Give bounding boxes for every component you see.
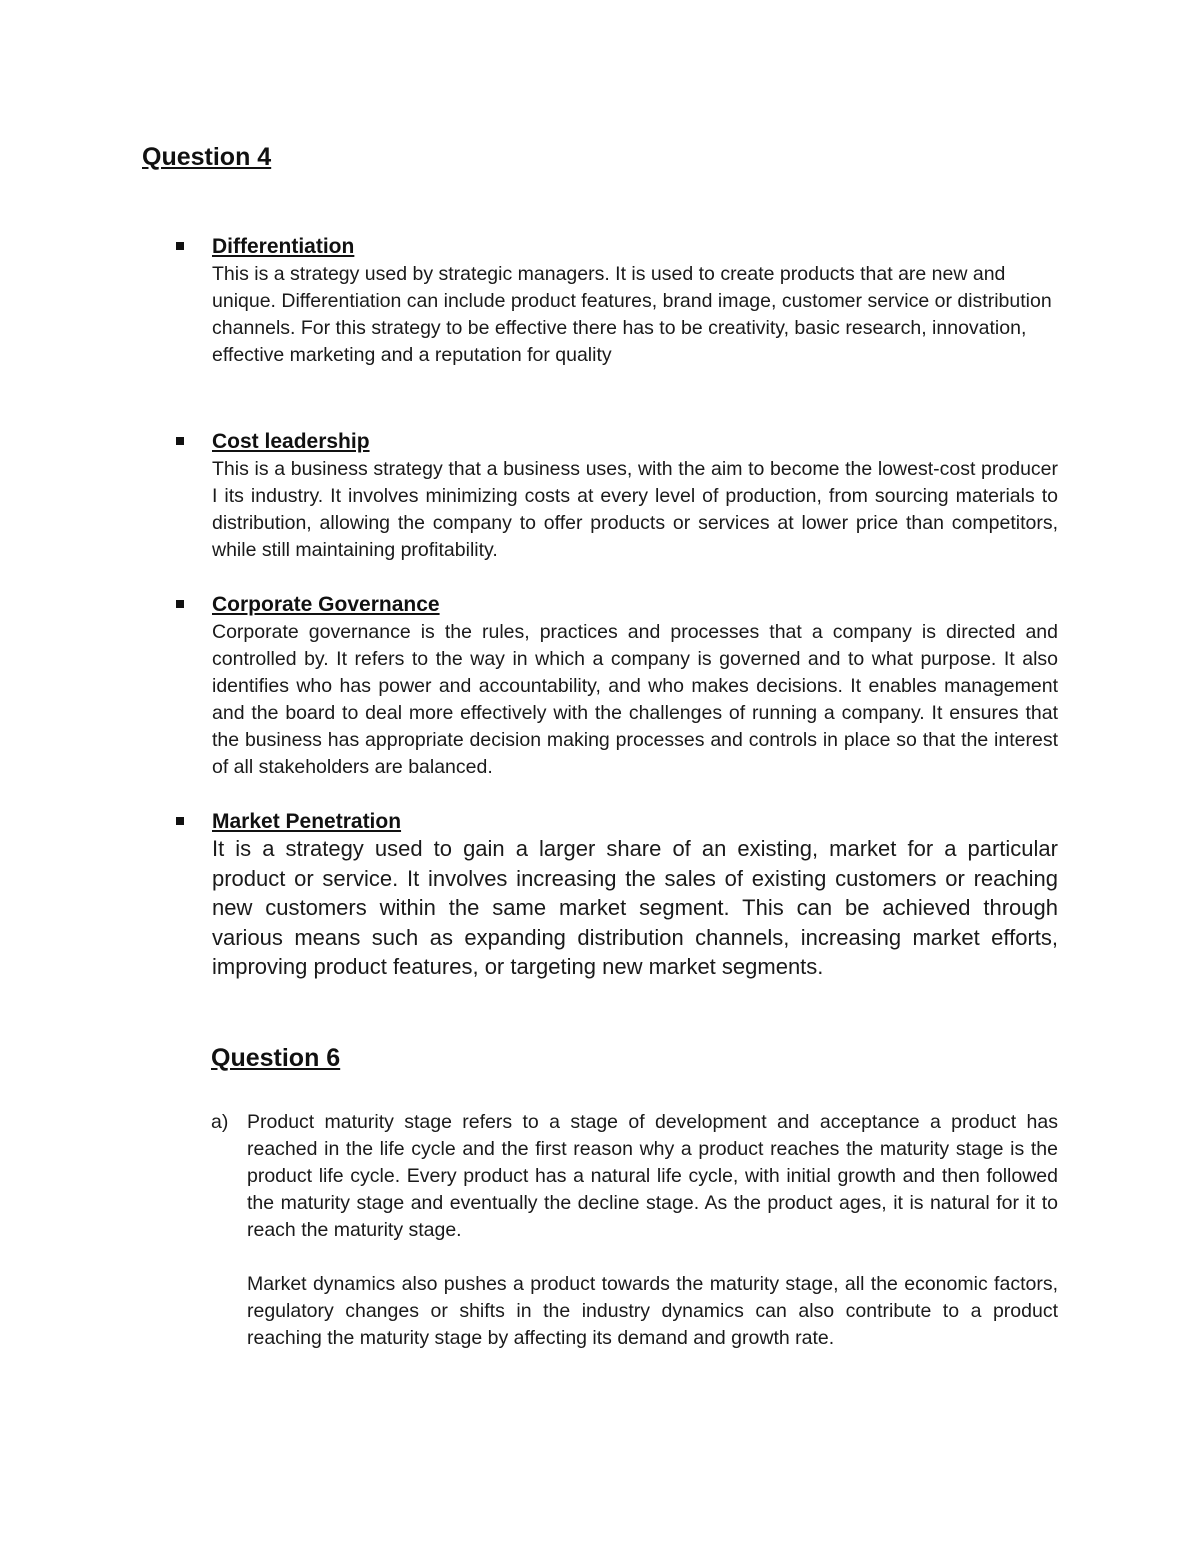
part-a-paragraph-1: Product maturity stage refers to a stage of development and acceptance a product has reached in the life cycle and the first reason why a product reaches the maturity stage is the product life cycle. Every product has a natural life cycle, with initial growth and then followed the maturity stage and eventually the decline stage. As the product ages, it is natural for it to reach the maturity stage.: [247, 1111, 1058, 1241]
bullet-title: Cost leadership: [212, 430, 370, 453]
part-label: a): [211, 1111, 229, 1133]
square-bullet-icon: [176, 817, 184, 825]
question-4-heading: Question 4: [142, 143, 272, 171]
bullet-body: This is a business strategy that a business uses, with the aim to become the lowest-cost producer I its industry. It involves minimizing costs at every level of production, from sourcing materials to distribution, allowing the company to offer products or services at lower price than competitors, while still maintaining profitability.: [212, 458, 1058, 561]
bullet-title: Differentiation: [212, 235, 355, 258]
bullet-title: Market Penetration: [212, 810, 402, 833]
part-a-paragraph-2: Market dynamics also pushes a product towards the maturity stage, all the economic factors, regulatory changes or shifts in the industry dynamics can also contribute to a product reaching the maturity stage by affecting its demand and growth rate.: [247, 1273, 1058, 1349]
square-bullet-icon: [176, 437, 184, 445]
square-bullet-icon: [176, 242, 184, 250]
question-6-heading: Question 6: [211, 1044, 341, 1072]
bullet-body: It is a strategy used to gain a larger share of an existing, market for a particular product or service. It involves increasing the sales of existing customers or reaching new customers within the same market segment. This can be achieved through various means such as expanding distribution channels, increasing market efforts, improving product features, or targeting new market segments.: [212, 836, 1058, 979]
bullet-title: Corporate Governance: [212, 593, 440, 616]
bullet-body: This is a strategy used by strategic managers. It is used to create products that are new and unique. Differentiation can include product features, brand image, customer service or distribution channels. For this strategy to be effective there has to be creativity, basic research, innovation, effective marketing and a reputation for quality: [212, 263, 1052, 366]
bullet-body: Corporate governance is the rules, practices and processes that a company is directed and controlled by. It refers to the way in which a company is governed and to what purpose. It also identifies who has power and accountability, and who makes decisions. It enables management and the board to deal more effectively with the challenges of running a company. It ensures that the business has appropriate decision making processes and controls in place so that the interest of all stakeholders are balanced.: [212, 621, 1058, 778]
square-bullet-icon: [176, 600, 184, 608]
